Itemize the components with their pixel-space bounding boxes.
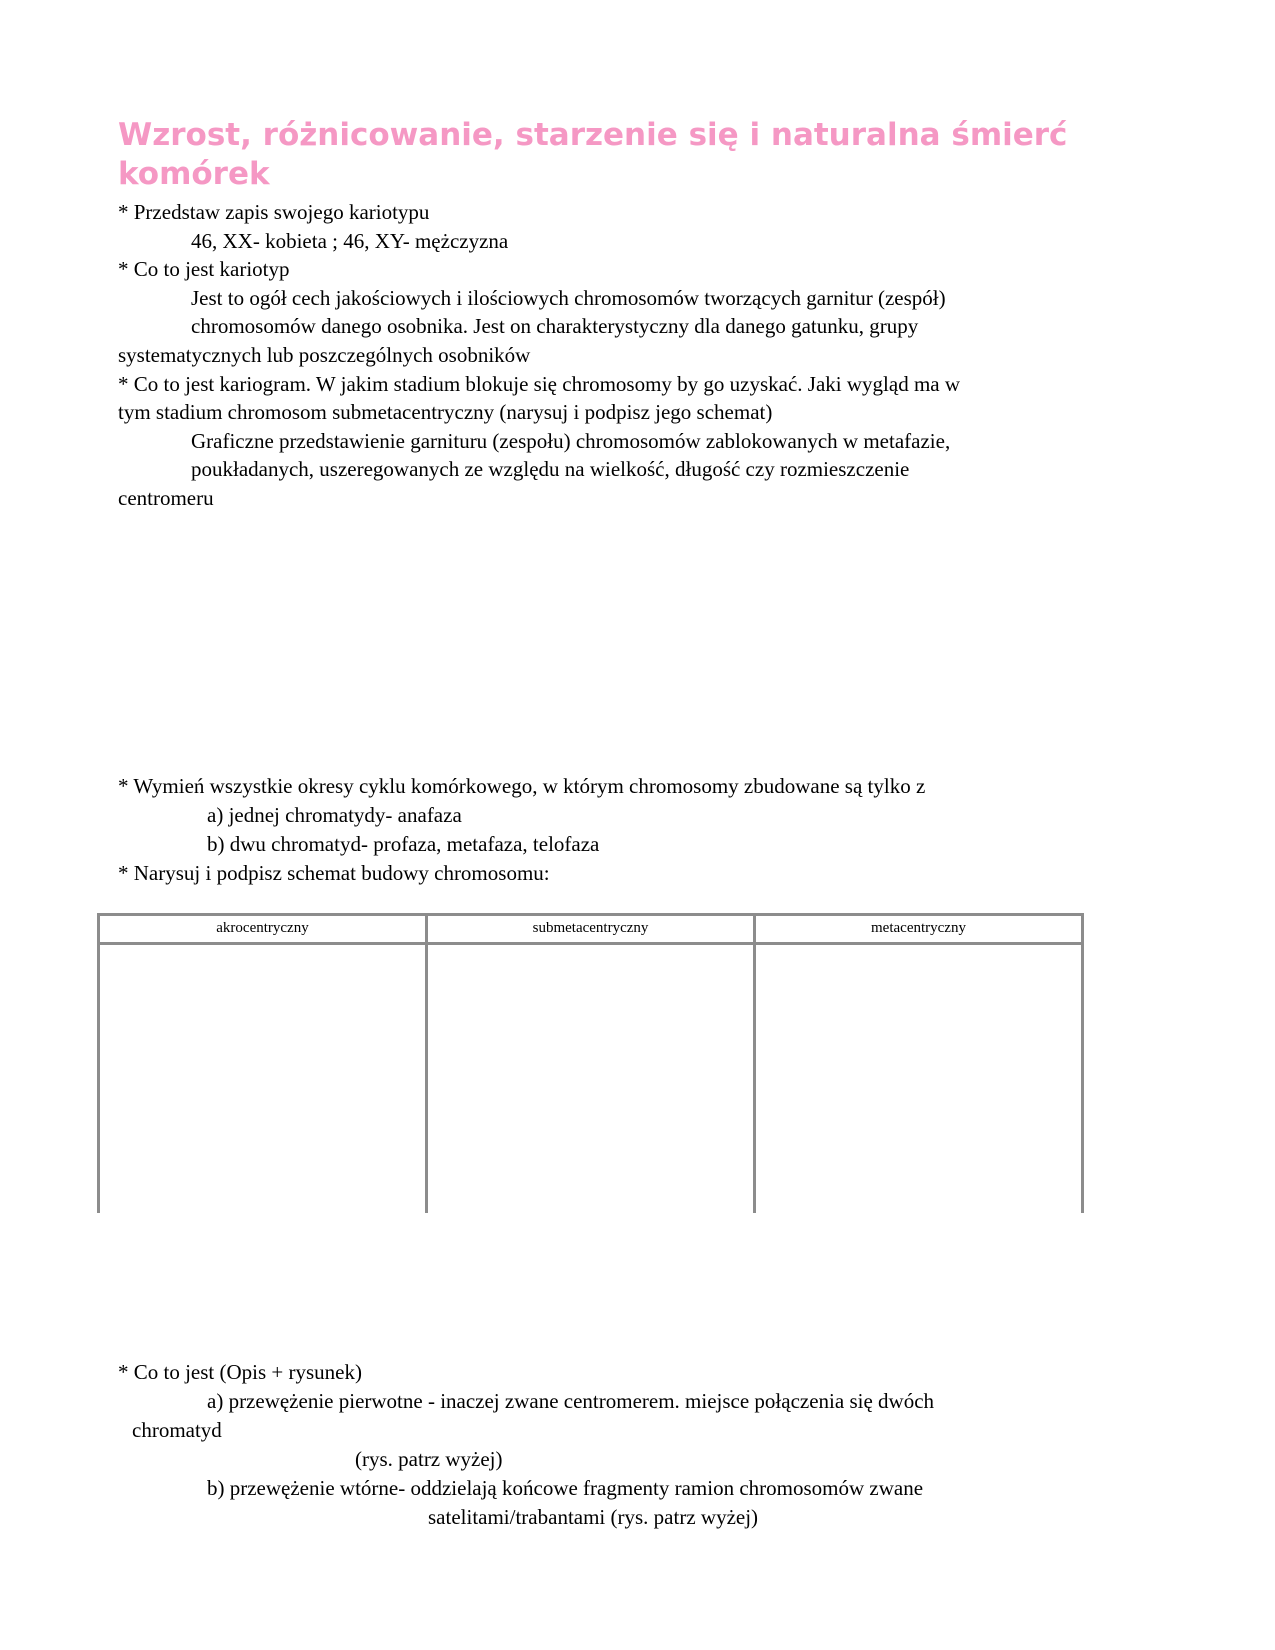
- list-item: b) przewężenie wtórne- oddzielają końcowe fragmenty ramion chromosomów zwane: [207, 1476, 924, 1500]
- list-item: a) jednej chromatydy- anafaza: [207, 803, 462, 827]
- list-item-continuation: satelitami/trabantami (rys. patrz wyżej): [428, 1505, 759, 1529]
- answer-line: centromeru: [118, 486, 214, 510]
- table-header-cell: submetacentryczny: [428, 913, 753, 945]
- document-title: Wzrost, różnicowanie, starzenie się i naturalna śmierć komórek: [118, 117, 1068, 192]
- list-item-continuation: chromatyd: [132, 1418, 222, 1442]
- table-column: [425, 913, 753, 1213]
- answer-karyotype-notation: 46, XX- kobieta ; 46, XY- mężczyzna: [191, 229, 509, 253]
- table-column: [97, 913, 425, 1213]
- answer-line: poukładanych, uszeregowanych ze względu na wielkość, długość czy rozmieszczenie: [191, 457, 910, 481]
- answer-line: systematycznych lub poszczególnych osobników: [118, 343, 531, 367]
- list-item: a) przewężenie pierwotne - inaczej zwane centromerem. miejsce połączenia się dwóch: [207, 1389, 935, 1413]
- table-column: [753, 913, 1084, 1213]
- answer-line: chromosomów danego osobnika. Jest on charakterystyczny dla danego gatunku, grupy: [191, 314, 919, 338]
- question-karyogram: * Co to jest kariogram. W jakim stadium blokuje się chromosomy by go uzyskać. Jaki wygląd ma w: [118, 372, 961, 396]
- table-header-cell: akrocentryczny: [100, 913, 425, 945]
- table-header-cell: metacentryczny: [756, 913, 1081, 945]
- question-chromosome-diagram: * Narysuj i podpisz schemat budowy chromosomu:: [118, 861, 550, 885]
- question-cell-cycle: * Wymień wszystkie okresy cyklu komórkowego, w którym chromosomy zbudowane są tylko z: [118, 774, 926, 798]
- question-karyotype-notation: * Przedstaw zapis swojego kariotypu: [118, 200, 430, 224]
- list-item-continuation: (rys. patrz wyżej): [355, 1447, 503, 1471]
- answer-line: Jest to ogół cech jakościowych i ilościowych chromosomów tworzących garnitur (zespół): [191, 286, 946, 310]
- list-item: b) dwu chromatyd- profaza, metafaza, telofaza: [207, 832, 600, 856]
- question-constrictions: * Co to jest (Opis + rysunek): [118, 1360, 362, 1384]
- answer-line: Graficzne przedstawienie garnituru (zespołu) chromosomów zablokowanych w metafazie,: [191, 429, 951, 453]
- question-karyotype-definition: * Co to jest kariotyp: [118, 257, 290, 281]
- question-karyogram-line: tym stadium chromosom submetacentryczny (narysuj i podpisz jego schemat): [118, 400, 773, 424]
- chromosome-drawing-table: [97, 913, 1084, 1213]
